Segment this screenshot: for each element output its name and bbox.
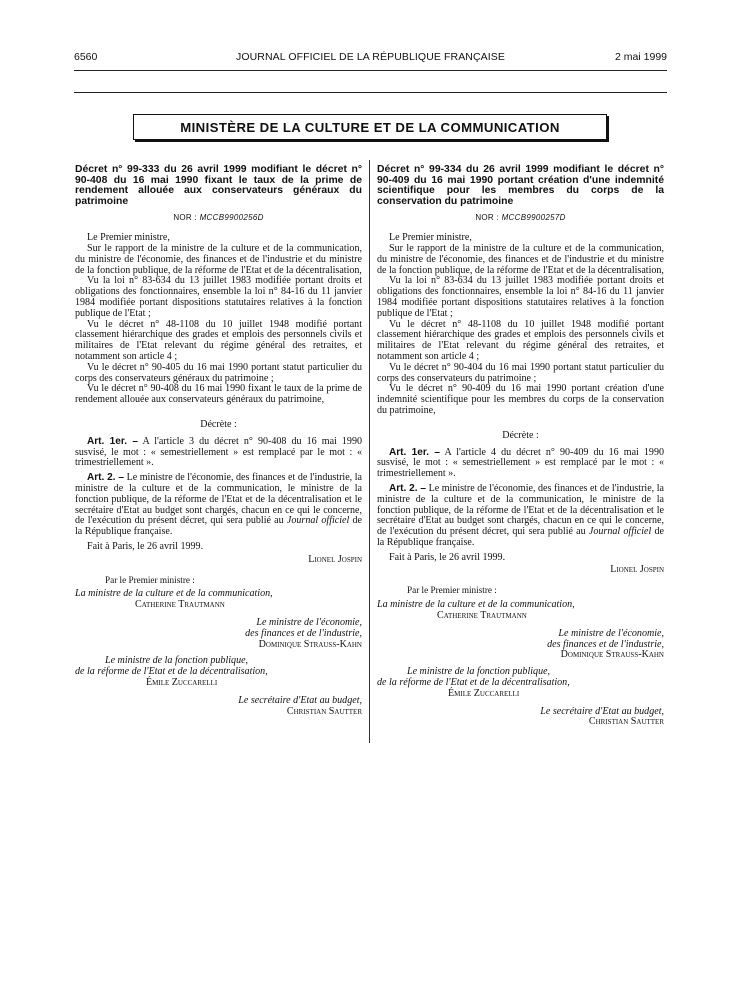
signer-name: Christian Sautter: [286, 705, 362, 717]
paragraph: Vu la loi n° 83-634 du 13 juillet 1983 modifiée portant droits et obligations des fonctionnaires, ensemble la loi n° 84-16 du 11 janvier 1984 modifiée portant dispositions statutaires relatives à la fonction publique de l'Etat ;: [75, 275, 362, 319]
paragraph: Sur le rapport de la ministre de la culture et de la communication, du ministre de l'économie, des finances et de l'industrie et du ministre de la fonction publique, de la réforme de l'Etat et de la décentralisation,: [75, 242, 362, 276]
signing-place-date: Fait à Paris, le 26 avril 1999.: [389, 551, 506, 563]
signer-name: Émile Zuccarelli: [448, 687, 520, 699]
prime-minister-name: Lionel Jospin: [308, 553, 362, 565]
signer-role: La ministre de la culture et de la communication,: [75, 588, 273, 600]
nor-reference: [75, 213, 362, 224]
signer-role: des finances et de l'industrie,: [547, 638, 664, 650]
signer-name: Dominique Strauss-Kahn: [560, 649, 664, 661]
article-text: Le ministre de l'économie, des finances et de l'industrie, la ministre de la culture et de la communication, le ministre de la fonction publique, de la réforme de l'Etat et de la décentralisation et le secrétaire d'Etat au budget sont chargés, chacun en ce qui le concerne, de l'exécution du présent décret, qui sera publié au: [75, 472, 363, 527]
article-text: A l'article 3 du décret n° 90-408 du 16 mai 1990 susvisé, le mot : « semestriellement » est remplacé par le mot : « trimestriellement ».: [75, 435, 363, 469]
paragraph: Vu le décret n° 90-404 du 16 mai 1990 portant statut particulier du corps des conservateurs du patrimoine ;: [377, 361, 664, 384]
par-premier-ministre: Par le Premier ministre :: [105, 574, 195, 585]
signer-role: Le ministre de l'économie,: [558, 627, 664, 639]
article-label: Art. 2. –: [389, 482, 426, 494]
article-label: Art. 1er. –: [87, 435, 138, 447]
signer-role: La ministre de la culture et de la communication,: [377, 599, 575, 611]
paragraph: Vu le décret n° 90-408 du 16 mai 1990 fixant le taux de la prime de rendement allouée aux conservateurs généraux du patrimoine,: [75, 383, 362, 406]
signer-role: Le secrétaire d'Etat au budget,: [540, 705, 664, 717]
par-premier-ministre: Par le Premier ministre :: [407, 585, 497, 596]
signer-name: Émile Zuccarelli: [146, 677, 218, 689]
paragraph: Vu le décret n° 48-1108 du 10 juillet 1948 modifié portant classement hiérarchique des grades et emplois des personnels civils et militaires de l'Etat relevant du régime général des retraites, et notamment son article 4 ;: [377, 318, 664, 362]
prime-minister-name: Lionel Jospin: [610, 564, 664, 576]
nor-label: NOR :: [475, 213, 500, 223]
nor-code: MCCB9900257D: [501, 213, 566, 223]
paragraph: Le Premier ministre,: [389, 232, 472, 244]
decrete-heading: Décrète :: [200, 418, 237, 430]
signer-role: Le ministre de la fonction publique,: [407, 666, 551, 678]
article-2: [75, 473, 362, 538]
paragraph: Vu le décret n° 48-1108 du 10 juillet 1948 modifié portant classement hiérarchique des grades et emplois des personnels civils et militaires de l'Etat relevant du régime général des retraites, et notamment son article 4 ;: [75, 318, 362, 362]
signer-name: Catherine Trautmann: [437, 610, 527, 622]
signer-role: Le ministre de l'économie,: [256, 617, 362, 629]
page-number: 6560: [74, 51, 98, 63]
article-text-end: de la République française.: [75, 515, 363, 538]
nor-code: MCCB9900256D: [199, 213, 264, 223]
ministry-heading: MINISTÈRE DE LA CULTURE ET DE LA COMMUNICATION: [133, 114, 607, 140]
signer-role: des finances et de l'industrie,: [245, 627, 362, 639]
decree-title: Décret n° 99-333 du 26 avril 1999 modifiant le décret n° 90-408 du 16 mai 1990 fixant le taux de la prime de rendement allouée aux conservateurs généraux du patrimoine: [75, 164, 362, 207]
article-2: [377, 484, 664, 549]
paragraph: Le Premier ministre,: [87, 232, 170, 244]
paragraph: Vu la loi n° 83-634 du 13 juillet 1983 modifiée portant droits et obligations des fonctionnaires, ensemble la loi n° 84-16 du 11 janvier 1984 modifiée portant dispositions statutaires relatives à la fonction publique de l'Etat ;: [377, 275, 664, 319]
nor-reference: [377, 213, 664, 224]
decree-title: Décret n° 99-334 du 26 avril 1999 modifiant le décret n° 90-409 du 16 mai 1990 portant création d'une indemnité scientifique pour les membres du corps de la conservation du patrimoine: [377, 164, 664, 207]
decree-left: [75, 165, 362, 723]
signer-role: de la réforme de l'Etat et de la décentralisation,: [75, 666, 268, 678]
header-rule: [74, 70, 667, 71]
signer-role: Le secrétaire d'Etat au budget,: [238, 694, 362, 706]
decrete-heading: Décrète :: [502, 429, 539, 441]
article-label: Art. 2. –: [87, 472, 124, 484]
nor-label: NOR :: [173, 213, 198, 223]
signer-name: Dominique Strauss-Kahn: [258, 638, 362, 650]
signer-role: Le ministre de la fonction publique,: [105, 655, 249, 667]
paragraph: Vu le décret n° 90-409 du 16 mai 1990 portant création d'une indemnité scientifique pour les membres du corps de la conservation du patrimoine,: [377, 383, 664, 416]
paragraph: Sur le rapport de la ministre de la culture et de la communication, du ministre de l'économie, des finances et de l'industrie et du ministre de la fonction publique, de la réforme de l'Etat et de la décentralisation,: [377, 242, 664, 276]
journal-title: JOURNAL OFFICIEL DE LA RÉPUBLIQUE FRANÇAISE: [236, 51, 505, 63]
page-header: [74, 51, 667, 67]
signer-name: Catherine Trautmann: [135, 599, 225, 611]
article-label: Art. 1er. –: [389, 446, 440, 458]
paragraph: Vu le décret n° 90-405 du 16 mai 1990 portant statut particulier du corps des conservateurs généraux du patrimoine ;: [75, 361, 362, 384]
signer-name: Christian Sautter: [588, 716, 664, 728]
decree-right: [377, 165, 664, 734]
signing-place-date: Fait à Paris, le 26 avril 1999.: [87, 540, 204, 552]
issue-date: 2 mai 1999: [615, 51, 667, 63]
signer-role: de la réforme de l'Etat et de la décentralisation,: [377, 677, 570, 689]
article-text: Le ministre de l'économie, des finances et de l'industrie, la ministre de la culture et de la communication, le ministre de la fonction publique, de la réforme de l'Etat et de la décentralisation et le secrétaire d'Etat au budget sont chargés, chacun en ce qui le concerne, de l'exécution du présent décret, qui sera publié au: [377, 482, 665, 538]
section-rule: [74, 92, 667, 93]
journal-officiel: Journal officiel: [286, 515, 350, 527]
article-1: [377, 448, 664, 480]
article-1: [75, 437, 362, 469]
article-text: A l'article 4 du décret n° 90-409 du 16 mai 1990 susvisé, le mot : « semestriellement » est remplacé par le mot : « trimestriellement ».: [377, 446, 665, 480]
article-text-end: de la République française.: [377, 526, 665, 548]
column-divider: [369, 160, 370, 743]
journal-officiel: Journal officiel: [588, 526, 652, 538]
